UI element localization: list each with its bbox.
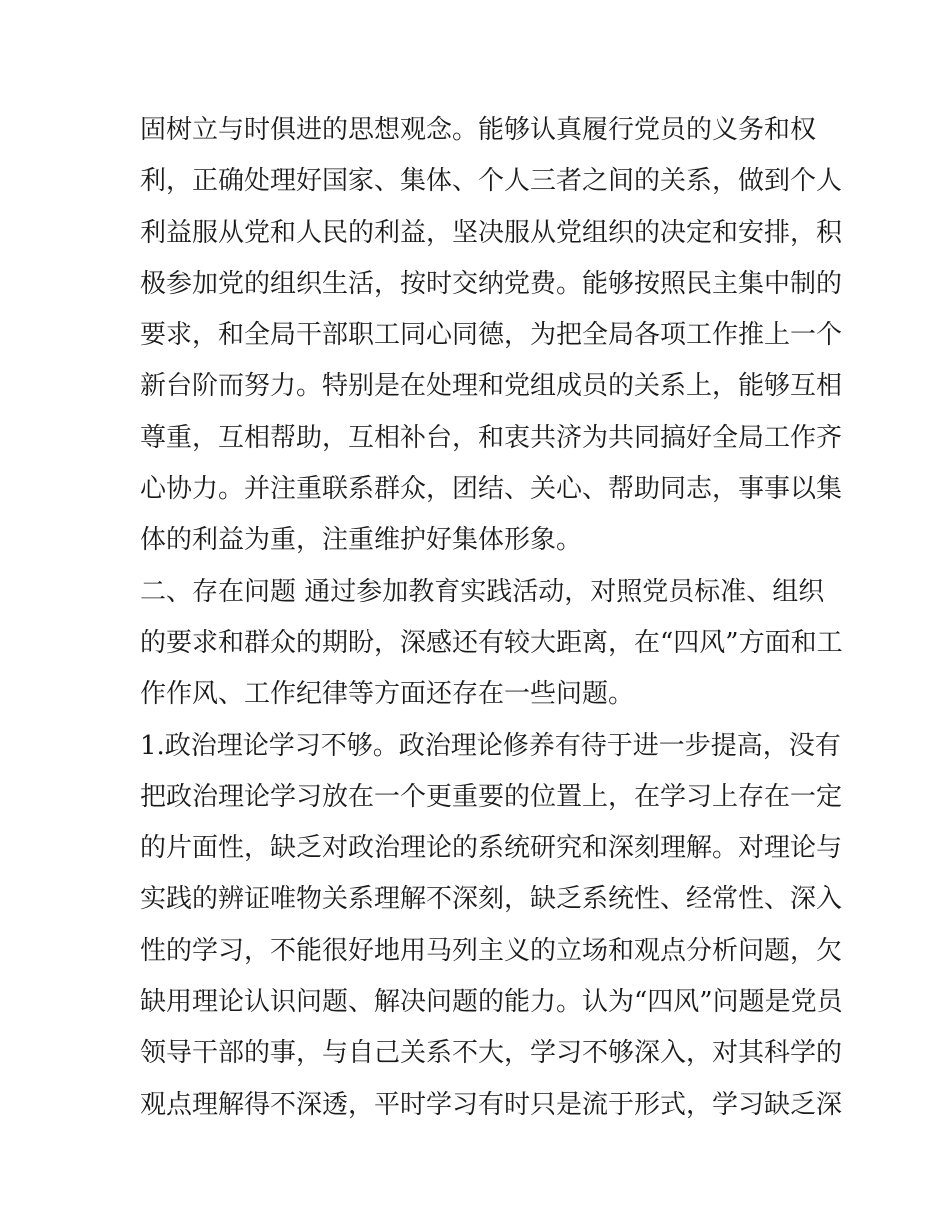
text-line: 二、存在问题 通过参加教育实践活动，对照党员标准、组织 (140, 576, 825, 607)
text-line: 固树立与时俱进的思想观念。能够认真履行党员的义务和权 (140, 115, 817, 145)
text-line: 领导干部的事，与自己关系不大，学习不够深入，对其科学的 (140, 1038, 843, 1069)
text-line: 性的学习，不能很好地用马列主义的立场和观点分析问题，欠 (140, 935, 843, 966)
text-line: 作作风、工作纪律等方面还存在一些问题。 (140, 679, 635, 710)
document-body (140, 105, 843, 1131)
text-line: 新台阶而努力。特别是在处理和党组成员的关系上，能够互相 (140, 371, 843, 402)
text-line: 把政治理论学习放在一个更重要的位置上，在学习上存在一定 (140, 781, 843, 812)
text-line: 的要求和群众的期盼，深感还有较大距离，在“四风”方面和工 (140, 627, 843, 658)
text-line: 观点理解得不深透，平时学习有时只是流于形式，学习缺乏深 (140, 1089, 843, 1120)
text-line: 实践的辨证唯物关系理解不深刻，缺乏系统性、经常性、深入 (140, 884, 843, 915)
text-line: 要求，和全局干部职工同心同德，为把全局各项工作推上一个 (140, 320, 843, 351)
text-line: 的片面性，缺乏对政治理论的系统研究和深刻理解。对理论与 (140, 833, 843, 864)
text-line: 心协力。并注重联系群众，团结、关心、帮助同志，事事以集 (140, 474, 843, 505)
text-line: 缺用理论认识问题、解决问题的能力。认为“四风”问题是党员 (140, 987, 843, 1018)
text-line: 利益服从党和人民的利益，坚决服从党组织的决定和安排，积 (140, 217, 843, 248)
text-line: 体的利益为重，注重维护好集体形象。 (140, 525, 583, 556)
text-line: 1.政治理论学习不够。政治理论修养有待于进一步提高，没有 (140, 730, 841, 761)
text-line: 极参加党的组织生活，按时交纳党费。能够按照民主集中制的 (140, 268, 843, 299)
text-line: 尊重，互相帮助，互相补台，和衷共济为共同搞好全局工作齐 (140, 422, 843, 453)
text-line: 利，正确处理好国家、集体、个人三者之间的关系，做到个人 (140, 166, 843, 197)
